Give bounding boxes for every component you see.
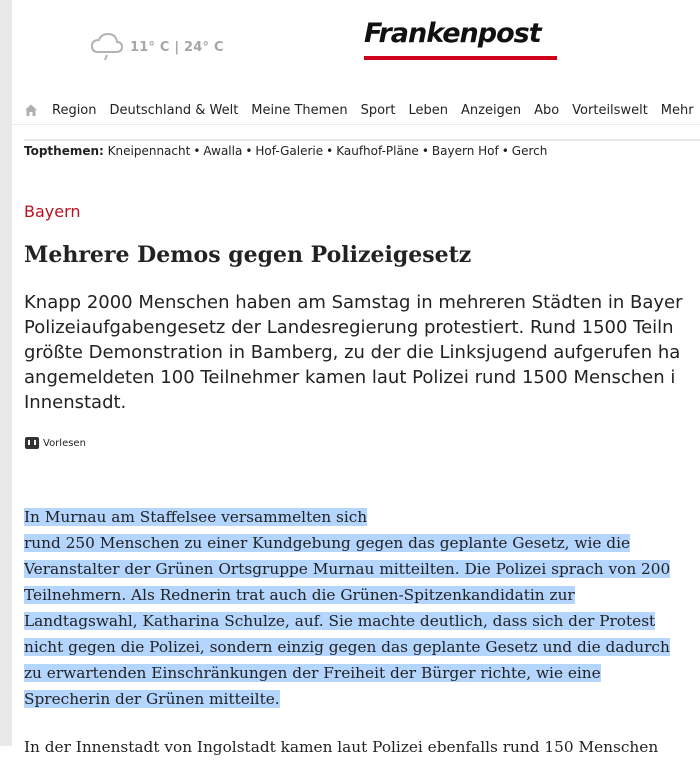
lead-line: größte Demonstration in Bamberg, zu der die Linksjugend aufgerufen ha xyxy=(24,342,681,363)
article-next-paragraph[interactable]: In der Innenstadt von Ingolstadt kamen laut Polizei ebenfalls rund 150 Menschen xyxy=(24,738,659,756)
topic-link[interactable]: Bayern Hof xyxy=(431,144,499,158)
body-line: Sprecherin der Grünen mitteilte. xyxy=(24,690,280,708)
body-line: In Murnau am Staffelsee versammelten sich xyxy=(24,508,368,526)
weather-widget[interactable] xyxy=(90,32,224,62)
home-icon[interactable] xyxy=(24,103,38,117)
lead-line: Knapp 2000 Menschen haben am Samstag in mehreren Städten in Bayer xyxy=(24,292,683,313)
bullet-separator: • xyxy=(245,144,253,158)
body-line: Landtagswahl, Katharina Schulze, auf. Sie machte deutlich, dass sich der Protest xyxy=(24,612,656,630)
bullet-separator: • xyxy=(421,144,429,158)
article-headline: Mehrere Demos gegen Polizeigesetz xyxy=(24,242,472,268)
bullet-separator: • xyxy=(501,144,509,158)
nav-item-meine-themen[interactable]: Meine Themen xyxy=(251,102,348,118)
nav-item-vorteilswelt[interactable]: Vorteilswelt xyxy=(572,102,648,118)
nav-item-deutschland-welt[interactable]: Deutschland & Welt xyxy=(109,102,239,118)
bullet-separator: • xyxy=(193,144,201,158)
article-body-selected[interactable] xyxy=(24,504,670,712)
article-section[interactable]: Bayern xyxy=(24,202,81,221)
nav-item-mehr[interactable]: Mehr xyxy=(660,102,694,118)
topic-link[interactable]: Gerch xyxy=(511,144,548,158)
body-line: rund 250 Menschen zu einer Kundgebung gegen das geplante Gesetz, wie die xyxy=(24,534,631,552)
weather-temperature: 11° C | 24° C xyxy=(130,39,224,55)
speaker-icon xyxy=(25,437,39,449)
cloud-rain-icon xyxy=(90,32,124,62)
site-header xyxy=(12,0,700,95)
topic-link[interactable]: Kaufhof-Pläne xyxy=(336,144,419,158)
nav-item-abo[interactable]: Abo xyxy=(534,102,560,118)
bullet-separator: • xyxy=(326,144,334,158)
read-aloud-button[interactable] xyxy=(25,437,86,449)
left-gutter xyxy=(0,0,12,746)
nav-item-anzeigen[interactable]: Anzeigen xyxy=(461,102,522,118)
site-logo[interactable] xyxy=(364,18,558,62)
lead-line: Innenstadt. xyxy=(24,392,127,413)
article-lead xyxy=(24,290,700,415)
topic-link[interactable]: Hof-Galerie xyxy=(255,144,324,158)
logo-text: Frankenpost xyxy=(364,18,541,49)
nav-item-sport[interactable]: Sport xyxy=(360,102,396,118)
lead-line: Polizeiaufgabengesetz der Landesregierung protestiert. Rund 1500 Teiln xyxy=(24,317,674,338)
nav-item-region[interactable]: Region xyxy=(52,102,97,118)
read-aloud-label: Vorlesen xyxy=(43,437,86,449)
nav-item-leben[interactable]: Leben xyxy=(408,102,448,118)
main-nav xyxy=(12,96,700,125)
top-topics-bar xyxy=(24,139,700,164)
body-line: zu erwartenden Einschränkungen der Freiheit der Bürger richte, wie eine xyxy=(24,664,601,682)
lead-line: angemeldeten 100 Teilnehmer kamen laut Polizei rund 1500 Menschen i xyxy=(24,367,676,388)
topic-link[interactable]: Awalla xyxy=(203,144,243,158)
topic-link[interactable]: Kneipennacht xyxy=(107,144,191,158)
logo-underline xyxy=(364,56,557,60)
top-topics-label: Topthemen: xyxy=(24,144,104,158)
body-line: Veranstalter der Grünen Ortsgruppe Murnau mitteilten. Die Polizei sprach von 200 xyxy=(24,560,671,578)
body-line: Teilnehmern. Als Rednerin trat auch die Grünen-Spitzenkandidatin zur xyxy=(24,586,575,604)
body-line: nicht gegen die Polizei, sondern einzig gegen das geplante Gesetz und die dadurch xyxy=(24,638,670,656)
